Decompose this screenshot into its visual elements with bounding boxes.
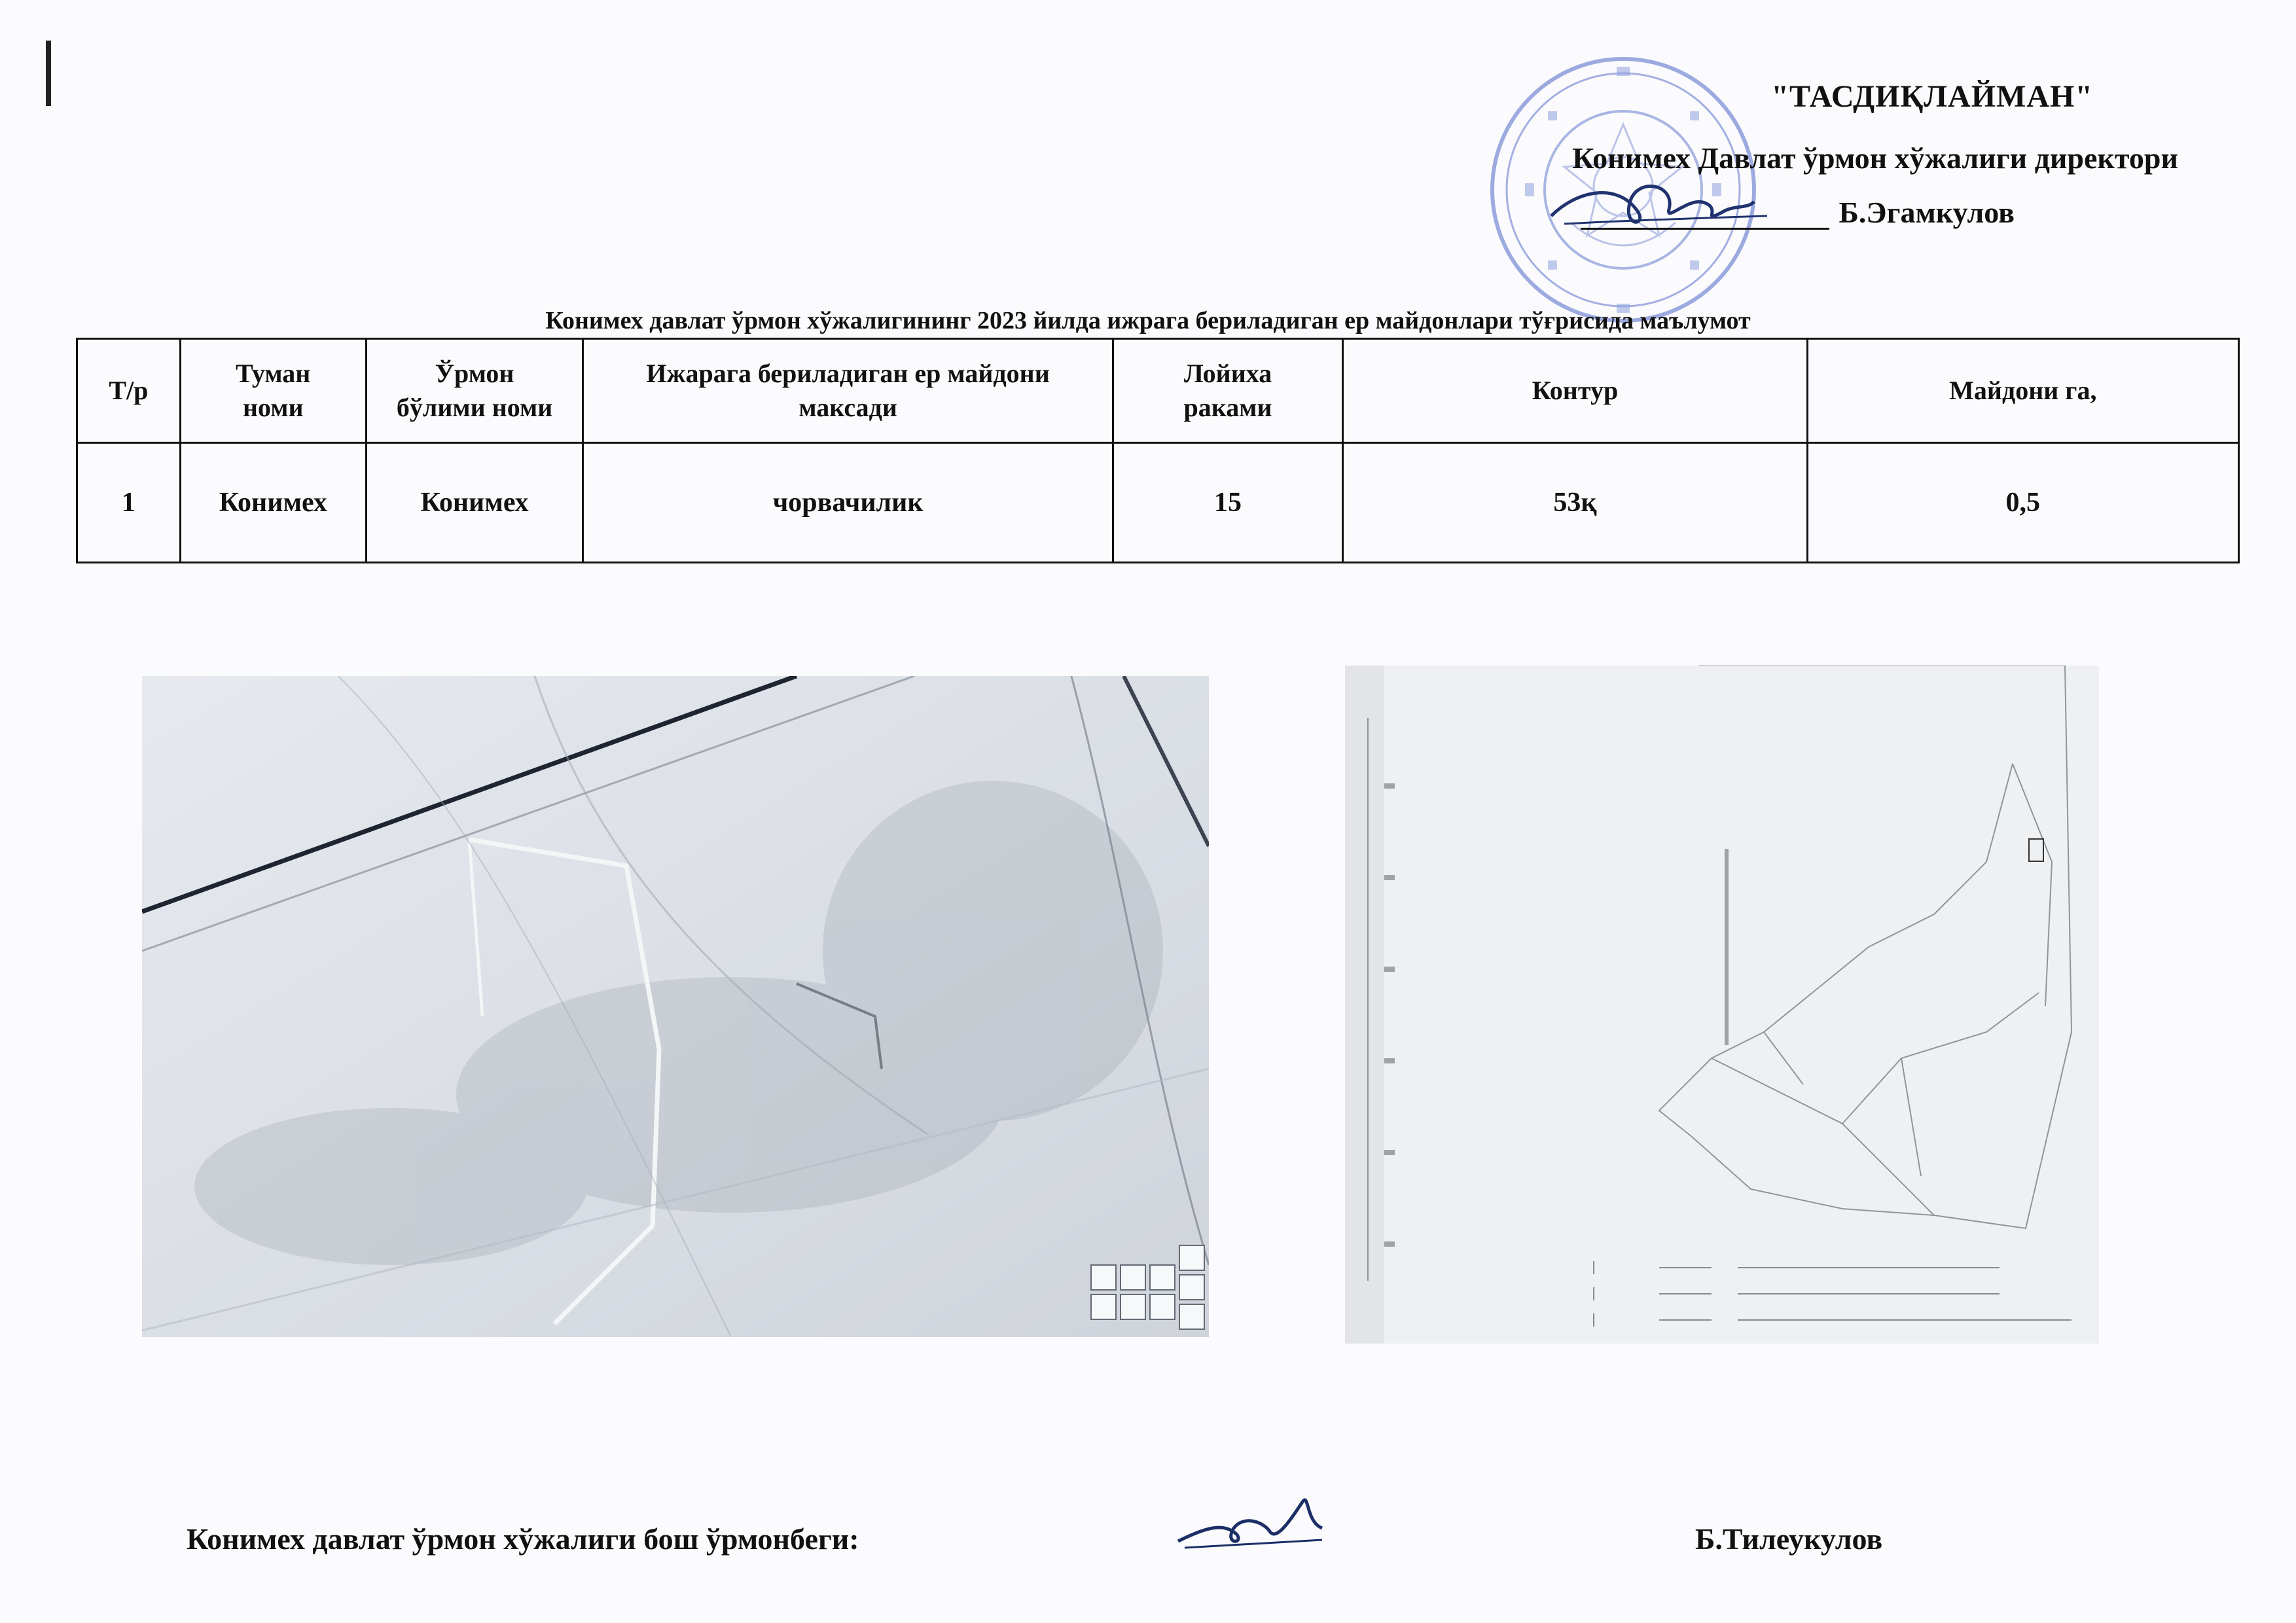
header-forest-unit: Ўрмон бўлими номи (366, 339, 583, 443)
header-contour: Контур (1343, 339, 1807, 443)
approval-position: Конимех Давлат ўрмон хўжалиги директори (1572, 141, 2178, 175)
chief-forester-signature (1172, 1482, 1329, 1561)
signature-line (1581, 228, 1829, 230)
table-header-row (77, 339, 2239, 443)
approval-signer-line (1327, 195, 2015, 230)
cell-purpose: чорвачилик (583, 443, 1113, 563)
header-num: Т/р (77, 339, 181, 443)
cell-contour: 53қ (1343, 443, 1807, 563)
land-plots-table (76, 338, 2240, 563)
cadastral-plan (1345, 666, 2099, 1344)
cell-district: Конимех (180, 443, 366, 563)
table-row (77, 443, 2239, 563)
header-project-number: Лойиха раками (1113, 339, 1343, 443)
header-area: Майдони га, (1807, 339, 2238, 443)
header-purpose: Ижарага бериладиган ер майдони максади (583, 339, 1113, 443)
approval-block (1327, 79, 2178, 230)
document-title: Конимех давлат ўрмон хўжалигининг 2023 йилда ижрага бериладиган ер майдонлари тўғрисида маълумот (545, 307, 1751, 334)
cell-project-number: 15 (1113, 443, 1343, 563)
margin-mark (46, 41, 51, 106)
footer-position: Конимех давлат ўрмон хўжалиги бош ўрмонбеги: (187, 1522, 859, 1556)
cell-area: 0,5 (1807, 443, 2238, 563)
header-district: Туман номи (180, 339, 366, 443)
approval-title: "ТАСДИҚЛАЙМАН" (1771, 79, 2093, 114)
cell-forest-unit: Конимех (366, 443, 583, 563)
cell-num: 1 (77, 443, 181, 563)
satellite-image (142, 676, 1209, 1337)
approval-signer: Б.Эгамкулов (1839, 196, 2015, 229)
footer-signer: Б.Тилеукулов (1695, 1522, 1883, 1556)
